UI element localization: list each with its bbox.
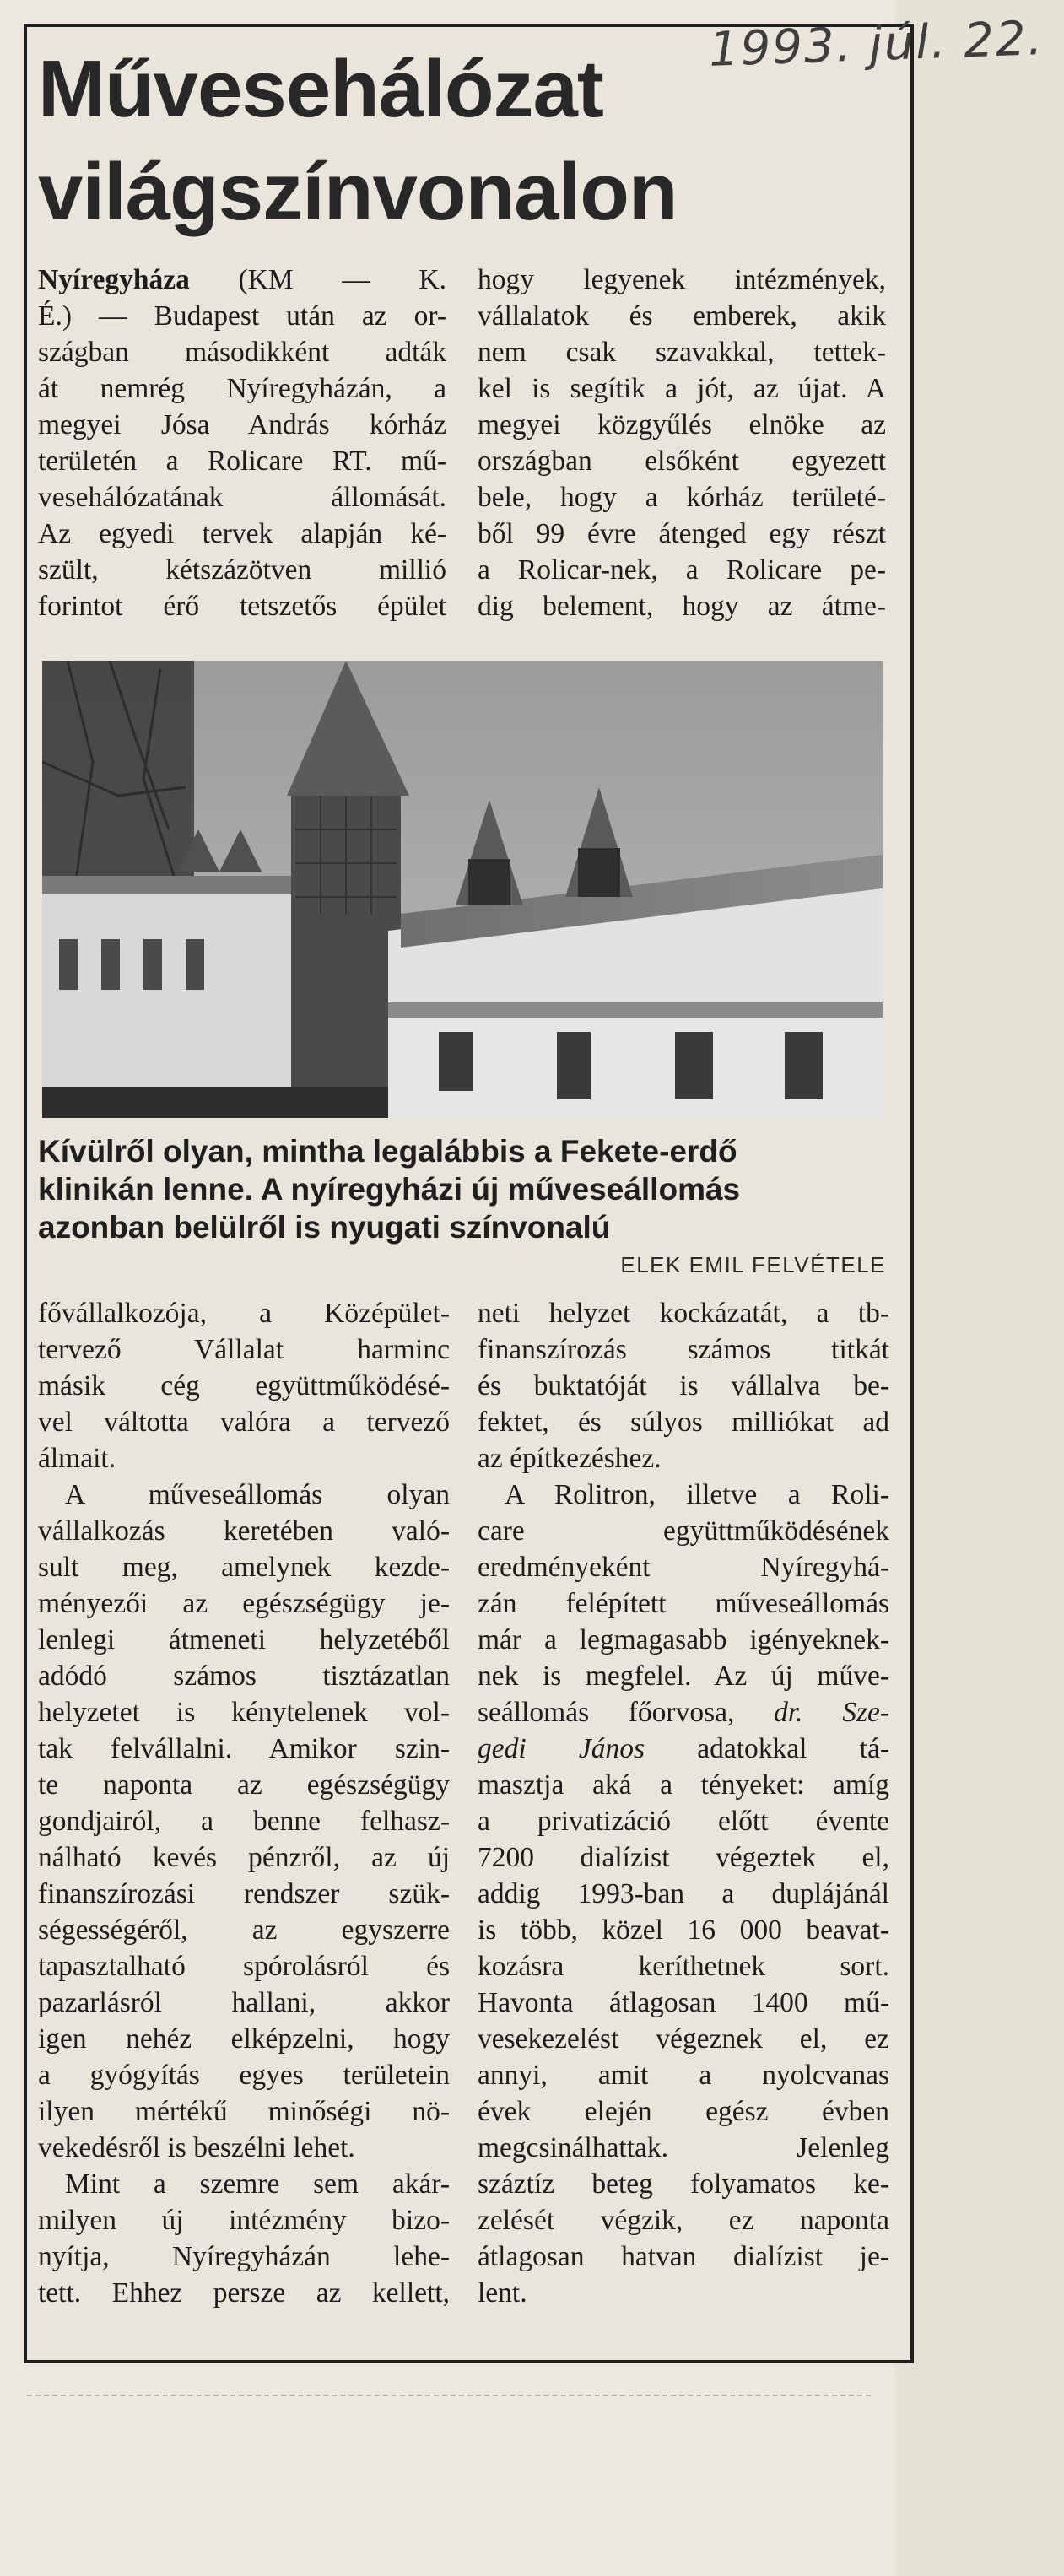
article-text-line: is több, közel 16 000 beavat- (478, 1914, 889, 1946)
article-text-line: vel váltotta valóra a tervező (38, 1407, 450, 1438)
article-text-line: és buktatóját is vállalva be- (478, 1370, 889, 1401)
article-text-line: az építkezéshez. (478, 1443, 662, 1474)
article-text-line: már a legmagasabb igényeknek- (478, 1624, 889, 1655)
article-text-line: gondjairól, a benne felhasz- (38, 1806, 450, 1837)
article-text-line: eredményeként Nyíregyhá- (478, 1552, 889, 1583)
article-text-line: hogy legyenek intézmények, (478, 264, 886, 295)
article-text-line: vesekezelést végeznek el, ez (478, 2023, 889, 2055)
building-photo-image (42, 661, 883, 1118)
article-text-line: igen nehéz elképzelni, hogy (38, 2023, 450, 2055)
article-text-line: Az egyedi tervek alapján ké- (38, 518, 446, 549)
article-text-line: országban elsőként egyezett (478, 446, 886, 477)
article-text-line: évek elején egész évben (478, 2096, 889, 2127)
article-text-line: pazarlásról hallani, akkor (38, 1987, 450, 2018)
caption-line: klinikán lenne. A nyíregyházi új műveseállomás (38, 1172, 741, 1207)
paper-background (894, 0, 1064, 2576)
article-text-line: a gyógyítás egyes területein (38, 2060, 450, 2091)
article-text-line: kozásra keríthetnek sort. (478, 1951, 889, 1982)
article-text-line: te naponta az egészségügy (38, 1769, 450, 1801)
photo-caption (38, 1132, 886, 1246)
article-text-line: neti helyzet kockázatát, a tb- (478, 1298, 889, 1329)
article-text-line: Mint a szemre sem akár- (65, 2168, 450, 2200)
article-text-line: A Rolitron, illetve a Roli- (505, 1479, 889, 1510)
article-text-line: nálható kevés pénzről, az új (38, 1842, 450, 1873)
article-text-line: care együttműködésének (478, 1515, 889, 1547)
article-text-line: forintot érő tetszetős épület (38, 591, 446, 622)
article-text-line: fővállalkozója, a Középület- (38, 1298, 450, 1329)
article-text-line: fektet, és súlyos milliókat ad (478, 1407, 889, 1438)
article-text-line: masztja aká a tényeket: amíg (478, 1769, 889, 1801)
article-text-line: tapasztalható spórolásról és (38, 1951, 450, 1982)
article-text-line: annyi, amit a nyolcvanas (478, 2060, 889, 2091)
article-text-line: nem csak szavakkal, tettek- (478, 337, 886, 368)
article-text-line: Havonta átlagosan 1400 mű- (478, 1987, 889, 2018)
article-text-line: É.) — Budapest után az or- (38, 300, 446, 332)
article-text-line: 7200 dialízist végeztek el, (478, 1842, 889, 1873)
cut-line (27, 2395, 871, 2396)
article-text-line: helyzetet is kénytelenek vol- (38, 1697, 450, 1728)
article-text-line: a privatizáció előtt évente (478, 1806, 889, 1837)
article-text-line: vekedésről is beszélni lehet. (38, 2132, 355, 2163)
article-text-line: tett. Ehhez persze az kellett, (38, 2277, 450, 2309)
article-text-line: bele, hogy a kórház területé- (478, 482, 886, 513)
caption-line: azonban belülről is nyugati színvonalú (38, 1210, 611, 1245)
article-text-line: ből 99 évre átenged egy részt (478, 518, 886, 549)
article-text-line: megcsinálhattak. Jelenleg (478, 2132, 889, 2163)
article-text-line: sult meg, amelynek kezde- (38, 1552, 450, 1583)
article-text-line: finanszírozási rendszer szük- (38, 1878, 450, 1909)
article-text-line: gedi János adatokkal tá- (478, 1733, 889, 1764)
article-text-line: vállalkozás keretében való- (38, 1515, 450, 1547)
article-text-line: vesehálózatának állomását. (38, 482, 446, 513)
article-text-line: másik cég együttműködésé- (38, 1370, 450, 1401)
photo-credit: ELEK EMIL FELVÉTELE (620, 1252, 886, 1277)
article-text-line: dig belement, hogy az átme- (478, 591, 886, 622)
article-text-line: adódó számos tisztázatlan (38, 1661, 450, 1692)
article-column-4 (478, 1295, 889, 2311)
article-headline (38, 38, 848, 244)
article-text-line: zelését végzik, ez naponta (478, 2205, 889, 2236)
article-text-line: nyítja, Nyíregyházán lehe- (38, 2241, 450, 2272)
article-text-line: addig 1993-ban a duplájánál (478, 1878, 889, 1909)
article-text-line: területén a Rolicare RT. mű- (38, 446, 446, 477)
article-text-line: szágban másodikként adták (38, 337, 446, 368)
article-text-line: tak felvállalni. Amikor szin- (38, 1733, 450, 1764)
article-text-line: ségességéről, az egyszerre (38, 1914, 450, 1946)
article-text-line: lent. (478, 2277, 527, 2309)
article-text-line: álmait. (38, 1443, 116, 1474)
article-column-2 (478, 262, 886, 624)
headline-line: Művesehálózat (38, 44, 603, 134)
article-text-line: milyen új intézmény bizo- (38, 2205, 450, 2236)
article-text-line: lenlegi átmeneti helyzetéből (38, 1624, 450, 1655)
handwritten-date: 1993. júl. 22. (707, 11, 1045, 78)
caption-line: Kívülről olyan, mintha legalábbis a Fekete-erdő (38, 1134, 737, 1169)
article-text-line: száztíz beteg folyamatos ke- (478, 2168, 889, 2200)
article-text-line: át nemrég Nyíregyházán, a (38, 373, 446, 404)
article-text-line: zán felépített műveseállomás (478, 1588, 889, 1619)
article-text-line: kel is segítik a jót, az újat. A (478, 373, 886, 404)
article-text-line: megyei közgyűlés elnöke az (478, 409, 886, 440)
article-text-line: seállomás főorvosa, dr. Sze- (478, 1697, 889, 1728)
article-text-line: ményezői az egészségügy je- (38, 1588, 450, 1619)
article-photo (42, 661, 883, 1118)
article-text-line: a Rolicar-nek, a Rolicare pe- (478, 554, 886, 586)
article-text-line: vállalatok és emberek, akik (478, 300, 886, 332)
article-column-1 (38, 262, 446, 624)
article-text-line: megyei Jósa András kórház (38, 409, 446, 440)
article-text-line: nek is megfelel. Az új műve- (478, 1661, 889, 1692)
article-column-3 (38, 1295, 450, 2311)
article-text-line: szült, kétszázötven millió (38, 554, 446, 586)
article-text-line: ilyen mértékű minőségi nö- (38, 2096, 450, 2127)
article-text-line: tervező Vállalat harminc (38, 1334, 450, 1365)
article-text-line: finanszírozás számos titkát (478, 1334, 889, 1365)
headline-line: világszínvonalon (38, 147, 678, 237)
article-text-line: A műveseállomás olyan (65, 1479, 450, 1510)
article-text-line: Nyíregyháza (KM — K. (38, 264, 446, 295)
article-text-line: átlagosan hatvan dialízist je- (478, 2241, 889, 2272)
